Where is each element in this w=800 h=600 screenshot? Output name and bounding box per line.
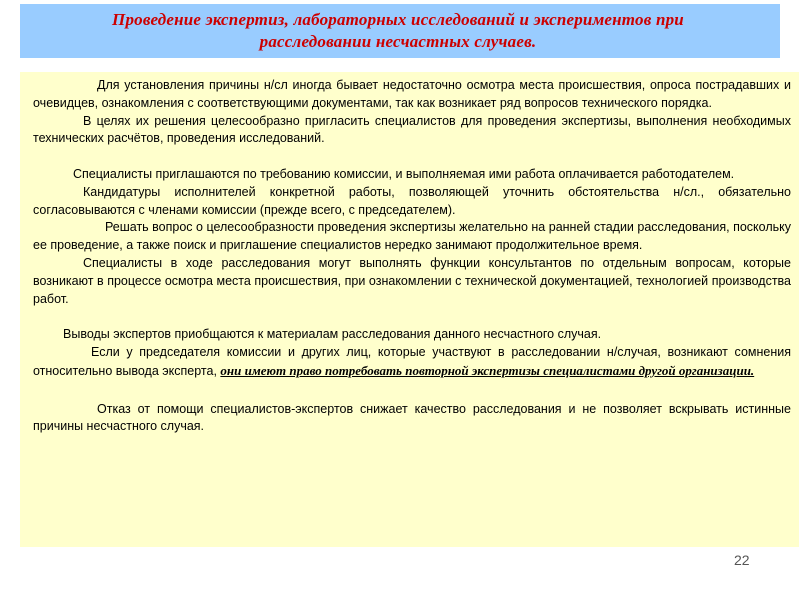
slide-content-box [20,72,799,547]
paragraph-3: Специалисты приглашаются по требованию комиссии, и выполняемая ими работа оплачивается работодателем. [73,166,735,181]
paragraph-8-text: Если у председателя комиссии и других лиц, которые участвуют в расследовании н/случая, возникают сомнения относительно вывода эксперта, [33,344,791,378]
paragraph-6: Специалисты в ходе расследования могут выполнять функции консультантов по отдельным вопросам, которые возникают в процессе осмотра места происшествия, при ознакомлении с технической документацией, технологией производства работ. [33,255,791,306]
slide-title-line-1: Проведение экспертиз, лабораторных исследований и экспериментов при [112,10,684,29]
slide-title [56,9,740,53]
slide-title-line-2: расследовании несчастных случаев. [259,32,537,51]
slide-title-box [20,4,780,58]
paragraph-7: Выводы экспертов приобщаются к материалам расследования данного несчастного случая. [63,327,602,342]
paragraph-2: В целях их решения целесообразно пригласить специалистов для проведения экспертизы, выполнения необходимых технических расчётов, проведения исследований. [33,113,791,146]
paragraph-8-emphasis: они имеют право потребовать повторной экспертизы специалистами другой организации. [220,362,755,378]
paragraph-8 [33,344,791,381]
paragraph-4: Кандидатуры исполнителей конкретной работы, позволяющей уточнить обстоятельства н/сл., обязательно согласовываются с членами комиссии (прежде всего, с председателем). [33,184,791,217]
paragraph-9: Отказ от помощи специалистов-экспертов снижает качество расследования и не позволяет вскрывать истинные причины несчастного случая. [33,401,791,434]
paragraph-1: Для установления причины н/сл иногда бывает недостаточно осмотра места происшествия, опроса пострадавших и очевидцев, ознакомления с соответствующими документами, так как возникает ряд вопросов технического порядка. [33,78,791,110]
page-number: 22 [734,552,750,568]
paragraph-5: Решать вопрос о целесообразности проведения экспертизы желательно на ранней стадии расследования, поскольку ее проведение, а также поиск и приглашение специалистов нередко занимают продолжительное время. [33,220,791,253]
